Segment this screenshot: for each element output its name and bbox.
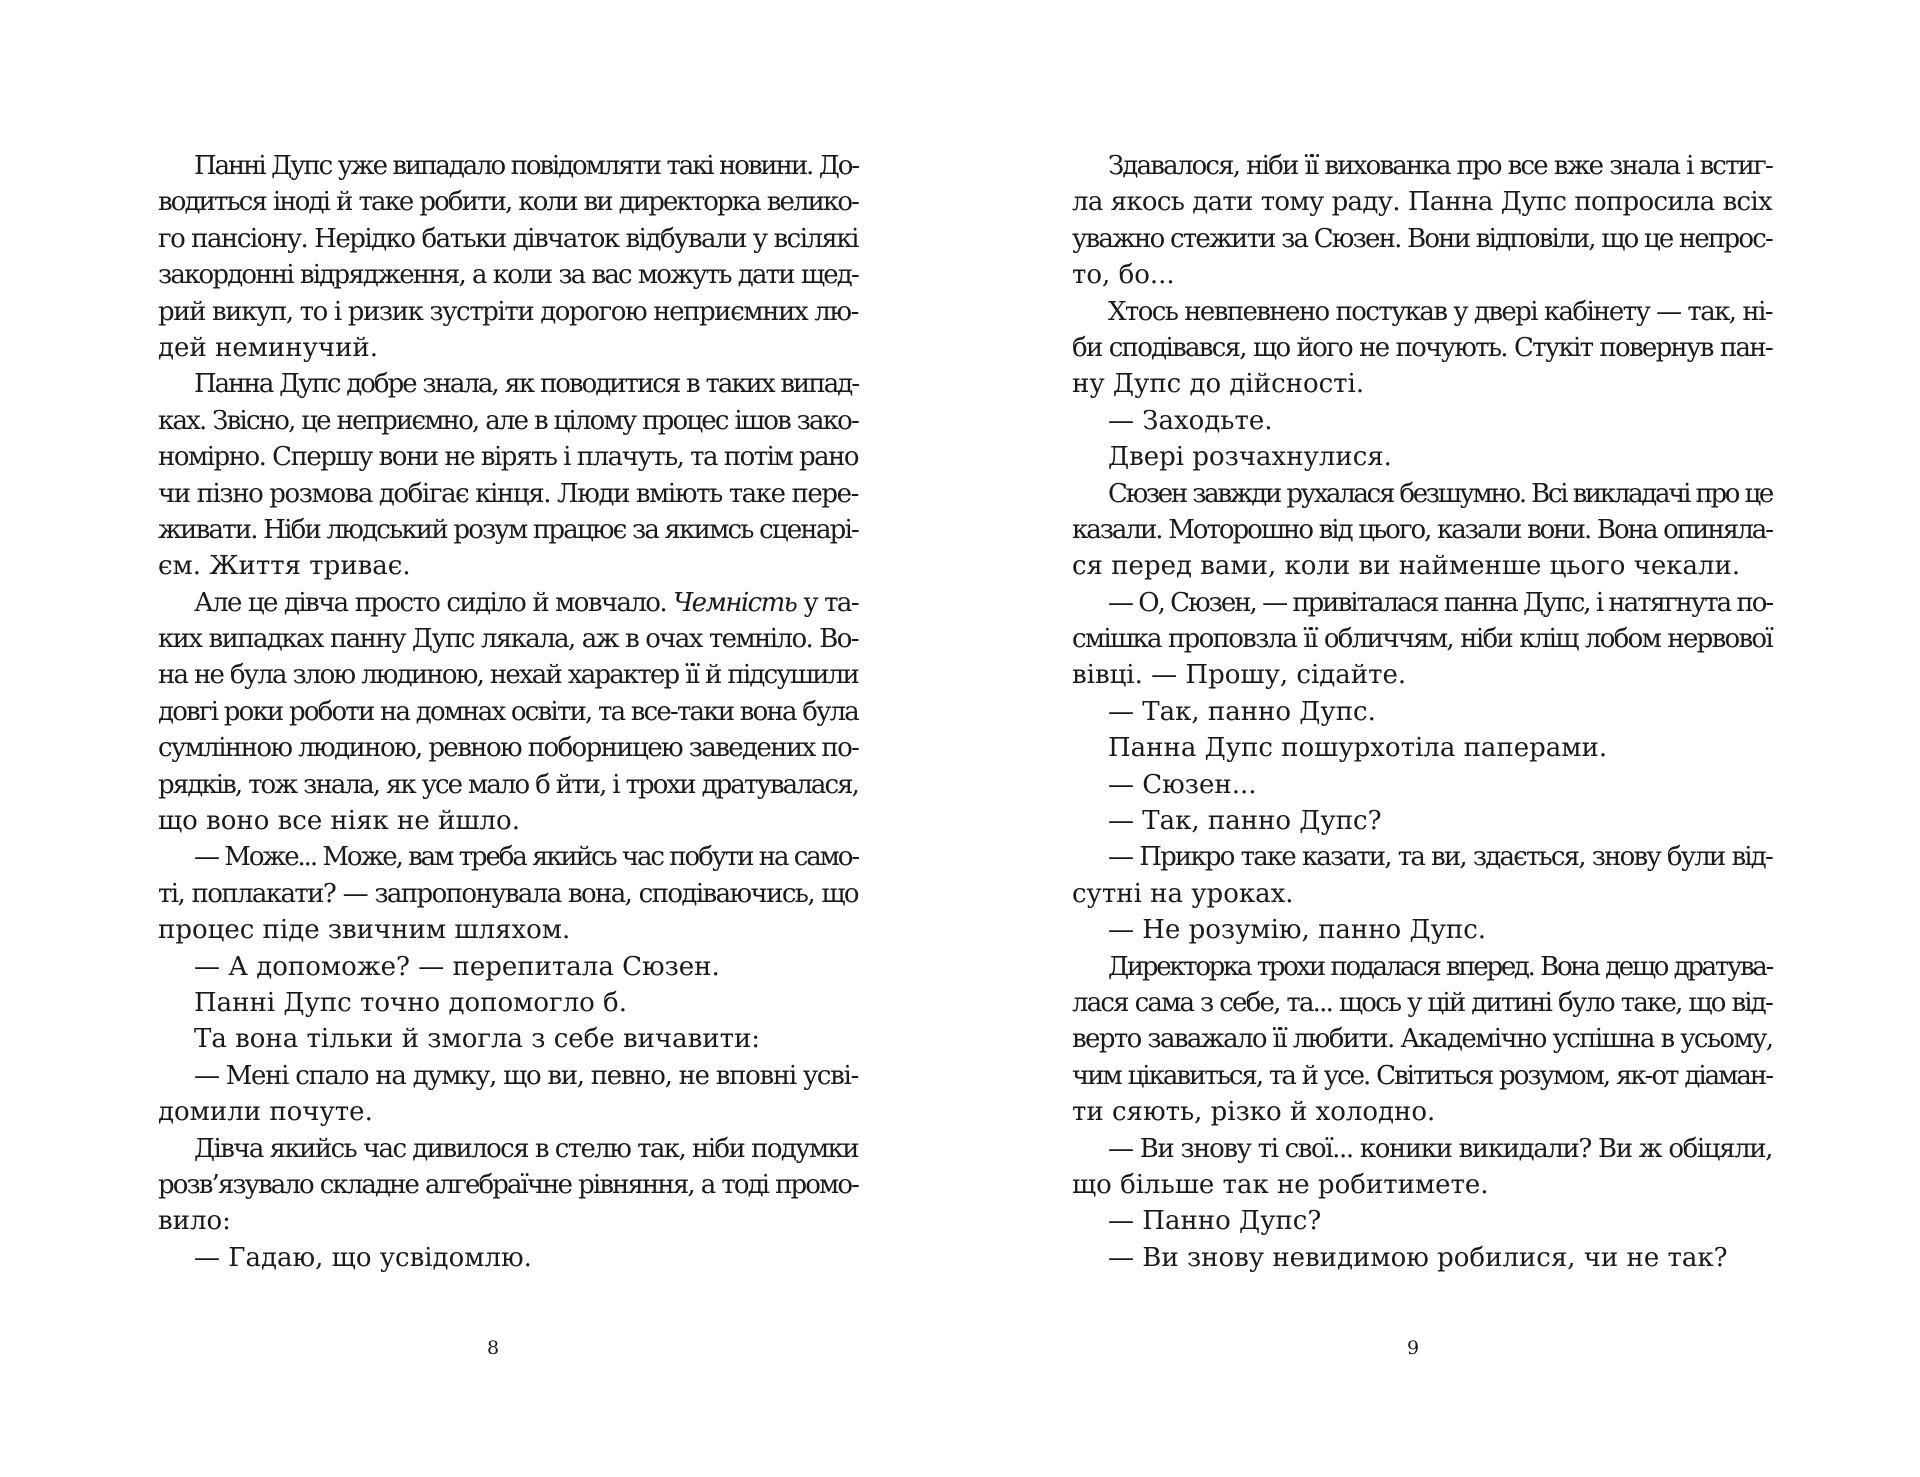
text-line: би сподівався, що його не почують. Стукіт повернув пан- xyxy=(1072,332,1772,363)
text-line: смішка проповзла її обличчям, ніби кліщ лобом нервової xyxy=(1072,624,1772,655)
text-line: — Гадаю, що усвідомлю. xyxy=(194,1242,532,1273)
left-page-number: 8 xyxy=(486,1337,500,1359)
right-page-text xyxy=(1072,148,1772,1276)
text-line: ла якось дати тому раду. Панна Дупс попросила всіх xyxy=(1072,187,1772,218)
text-line: — Ви знову ті свої... коники викидали? Ви ж обіцяли, xyxy=(1108,1133,1772,1164)
text-line: Сюзен завжди рухалася безшумно. Всі викладачі про це xyxy=(1108,478,1772,509)
text-line: на не була злою людиною, нехай характер її й підсушили xyxy=(158,660,858,691)
text-line: вило: xyxy=(158,1206,231,1237)
text-line: розв’язувало складне алгебраїчне рівняння, а тоді промо- xyxy=(158,1169,858,1200)
text-line xyxy=(158,585,858,621)
text-line: Панні Дупс точно допомогло б. xyxy=(194,987,627,1018)
text-line: вівці. — Прошу, сідайте. xyxy=(1072,660,1407,691)
italic-emphasis: Чемність xyxy=(673,587,797,618)
text-line: живати. Ніби людський розум працює за якимсь сценарі- xyxy=(158,514,858,545)
text-line: — Так, панно Дупс. xyxy=(1108,696,1376,727)
right-page xyxy=(960,0,1920,1477)
right-page-number: 9 xyxy=(1406,1337,1420,1359)
text-line: — Ви знову невидимою робилися, чи не так? xyxy=(1108,1242,1728,1273)
text-line: — Сюзен... xyxy=(1108,769,1257,800)
text-line: що більше так не робитимете. xyxy=(1072,1169,1489,1200)
text-line: сумлінною людиною, ревною поборницею заведених по- xyxy=(158,733,859,764)
left-page-text xyxy=(158,148,858,1276)
text-line: Панна Дупс добре знала, як поводитися в таких випад- xyxy=(194,369,858,400)
text-segment: Але це дівча просто сиділо й мовчало. xyxy=(194,587,674,618)
text-line: Двері розчахнулися. xyxy=(1108,442,1392,473)
text-line: дей неминучий. xyxy=(158,332,378,363)
text-line: рядків, тож знала, як усе мало б йти, і трохи дратувалася, xyxy=(158,769,858,800)
text-line: чим цікавиться, та й усе. Світиться розумом, як-от діаман- xyxy=(1072,1060,1772,1091)
text-line: Директорка трохи подалася вперед. Вона дещо дратува- xyxy=(1108,951,1772,982)
text-line: Панна Дупс пошурхотіла паперами. xyxy=(1108,733,1608,764)
text-line: — А допоможе? — перепитала Сюзен. xyxy=(194,951,720,982)
text-line: Панні Дупс уже випадало повідомляти такі новини. До- xyxy=(194,151,858,181)
text-line: Хтось невпевнено постукав у двері кабінету — так, ні- xyxy=(1108,296,1772,327)
text-line: уважно стежити за Сюзен. Вони відповіли, що це непрос- xyxy=(1072,223,1772,254)
text-line: закордонні відрядження, а коли за вас можуть дати щед- xyxy=(158,260,858,291)
text-line: ті, поплакати? — запропонувала вона, сподіваючись, що xyxy=(158,878,858,909)
text-line: довгі роки роботи на домнах освіти, та все-таки вона була xyxy=(158,696,858,727)
text-line: ти сяють, різко й холодно. xyxy=(1072,1097,1436,1128)
text-line: верто заважало її любити. Академічно успішна в усьому, xyxy=(1072,1024,1773,1055)
text-line: домили почуте. xyxy=(158,1097,373,1128)
text-line: ся перед вами, коли ви найменше цього чекали. xyxy=(1072,551,1741,582)
text-line: єм. Життя триває. xyxy=(158,551,411,582)
text-line: — Панно Дупс? xyxy=(1108,1206,1322,1237)
text-line: лася сама з себе, та... щось у цій дитині було таке, що від- xyxy=(1072,987,1772,1018)
text-line: ну Дупс до дійсності. xyxy=(1072,369,1365,400)
text-line: то, бо... xyxy=(1072,260,1175,291)
text-segment: у та- xyxy=(796,587,858,618)
text-line: номірно. Спершу вони не вірять і плачуть, та потім рано xyxy=(158,442,859,473)
text-line: го пансіону. Нерідко батьки дівчаток відбували у всілякі xyxy=(158,223,858,254)
text-line: — Прикро таке казати, та ви, здається, знову були від- xyxy=(1108,842,1772,873)
text-line: ках. Звісно, це неприємно, але в цілому процес ішов зако- xyxy=(158,405,858,436)
text-line: чи пізно розмова добігає кінця. Люди вміють таке пере- xyxy=(158,478,859,509)
text-line: — Може... Може, вам треба якийсь час побути на само- xyxy=(194,842,858,873)
text-line: — Мені спало на думку, що ви, певно, не вповні усві- xyxy=(194,1060,858,1091)
text-line: процес піде звичним шляхом. xyxy=(158,915,571,946)
text-line: — Так, панно Дупс? xyxy=(1108,806,1382,837)
text-line: — Не розумію, панно Дупс. xyxy=(1108,915,1487,946)
text-line: Здавалося, ніби її вихованка про все вже знала і встиг- xyxy=(1108,151,1772,181)
text-line: — Заходьте. xyxy=(1108,405,1273,436)
text-line: сутні на уроках. xyxy=(1072,878,1294,909)
text-line: казали. Моторошно від цього, казали вони. Вона опиняла- xyxy=(1072,514,1772,545)
text-line: що воно все ніяк не йшло. xyxy=(158,806,520,837)
text-line: — О, Сюзен, — привіталася панна Дупс, і натягнута по- xyxy=(1108,587,1773,618)
text-line: водиться іноді й таке робити, коли ви директорка велико- xyxy=(158,187,858,218)
text-line: Дівча якийсь час дивилося в стелю так, ніби подумки xyxy=(194,1133,858,1164)
text-line: рий викуп, то і ризик зустріти дорогою неприємних лю- xyxy=(158,296,858,327)
text-line: ких випадках панну Дупс лякала, аж в очах темніло. Во- xyxy=(158,624,858,655)
text-line: Та вона тільки й змогла з себе вичавити: xyxy=(194,1024,761,1055)
